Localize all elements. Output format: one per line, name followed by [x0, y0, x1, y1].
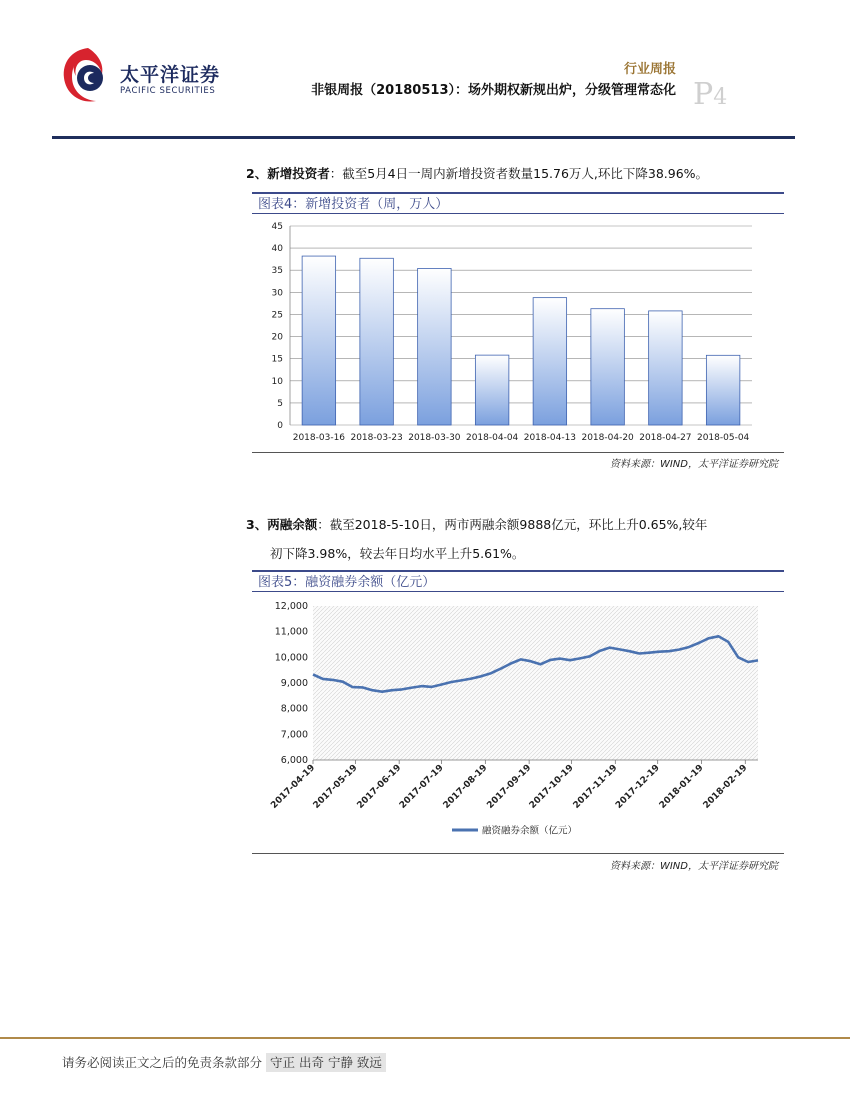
figure-5-source: 资料来源：WIND，太平洋证券研究院: [609, 861, 778, 872]
footer-divider: [0, 1037, 850, 1039]
bar-2018-03-16: [302, 256, 335, 425]
x-tick-label: 2018-04-20: [581, 433, 634, 443]
header-divider: [52, 136, 795, 139]
y-tick-label: 0: [277, 421, 283, 431]
bar-2018-04-13: [533, 298, 566, 425]
x-tick-label: 2018-01-19: [657, 763, 706, 811]
y-tick-label: 20: [271, 332, 283, 343]
y-tick-label: 25: [271, 310, 283, 321]
bar-2018-04-04: [475, 355, 508, 425]
y-tick-label: 45: [271, 222, 283, 232]
x-tick-label: 2018-04-13: [523, 433, 577, 443]
x-tick-label: 2018-03-23: [350, 433, 403, 443]
footer-disclaimer: 请务必阅读正文之后的免责条款部分: [62, 1055, 263, 1070]
footer-slogan: 守正 出奇 宁静 致远: [266, 1053, 386, 1072]
logo-chinese-name: 太平洋证券: [120, 64, 221, 86]
x-tick-label: 2017-09-19: [485, 763, 534, 811]
margin-balance-line-chart: [252, 596, 784, 850]
x-tick-label: 2017-10-19: [527, 763, 576, 811]
x-tick-label: 2017-05-19: [311, 763, 360, 811]
y-tick-label: 40: [271, 244, 283, 255]
x-tick-label: 2018-02-19: [701, 763, 750, 811]
figure-4-source: 资料来源：WIND，太平洋证券研究院: [609, 459, 778, 470]
x-tick-label: 2017-07-19: [397, 763, 446, 811]
bar-2018-04-20: [591, 309, 624, 425]
page-number-value: 4: [713, 85, 728, 110]
x-tick-label: 2018-05-04: [696, 433, 750, 443]
y-tick-label: 10,000: [274, 652, 308, 664]
y-tick-label: 35: [271, 266, 283, 277]
report-title: 非银周报（20180513）：场外期权新规出炉，分级管理常态化: [311, 83, 676, 98]
bar-2018-05-04: [706, 355, 739, 425]
section-2-number: 2、: [246, 166, 268, 181]
company-logo: [58, 44, 238, 106]
x-tick-label: 2018-04-27: [639, 433, 692, 443]
x-tick-label: 2017-11-19: [571, 763, 620, 811]
figure-5-bottom-rule: [252, 853, 784, 854]
section-3-number: 3、: [246, 517, 268, 532]
section-3-paragraph-line1: [246, 515, 707, 533]
y-tick-label: 6,000: [280, 755, 308, 766]
section-2-paragraph: [246, 164, 708, 182]
bar-2018-03-30: [418, 268, 451, 425]
y-tick-label: 11,000: [274, 626, 308, 638]
x-tick-label: 2018-03-16: [292, 433, 346, 443]
y-tick-label: 5: [277, 398, 283, 409]
bar-2018-04-27: [649, 311, 682, 425]
figure-4-bottom-rule: [252, 452, 784, 453]
section-3-heading: 两融余额: [267, 517, 318, 532]
y-tick-label: 7,000: [280, 729, 308, 741]
page-letter: P: [693, 77, 714, 112]
section-3-text-line1: ：截至2018-5-10日，两市两融余额9888亿元，环比上升0.65%,较年: [317, 517, 708, 532]
logo-emblem-icon: [58, 44, 114, 106]
y-tick-label: 30: [271, 288, 283, 299]
x-tick-label: 2017-06-19: [355, 763, 404, 811]
section-2-heading: 新增投资者: [267, 166, 330, 181]
x-tick-label: 2018-03-30: [408, 433, 461, 443]
logo-english-name: PACIFIC SECURITIES: [120, 86, 216, 96]
figure-4-title: 图表4：新增投资者（周，万人）: [252, 192, 784, 214]
section-3-text-line2: 初下降3.98%，较去年日均水平上升5.61%。: [270, 546, 525, 561]
x-tick-label: 2017-12-19: [614, 763, 662, 811]
figure-5-title: 图表5：融资融券余额（亿元）: [252, 570, 784, 592]
y-tick-label: 15: [271, 354, 283, 365]
x-tick-label: 2017-04-19: [269, 763, 318, 811]
legend-label: 融资融券余额（亿元）: [482, 825, 578, 837]
plot-area-background: [313, 606, 758, 760]
y-tick-label: 12,000: [274, 601, 308, 612]
section-2-text: ：截至5月4日一周内新增投资者数量15.76万人,环比下降38.96%。: [329, 166, 709, 181]
new-investors-bar-chart: [252, 214, 784, 454]
footer: [62, 1053, 386, 1071]
y-tick-label: 9,000: [280, 678, 308, 689]
y-tick-label: 10: [271, 376, 283, 387]
page-number: [693, 77, 727, 112]
x-tick-label: 2018-04-04: [465, 433, 519, 443]
bar-2018-03-23: [360, 258, 393, 425]
y-tick-label: 8,000: [280, 703, 308, 715]
report-category: 行业周报: [623, 62, 676, 77]
x-tick-label: 2017-08-19: [441, 763, 490, 811]
